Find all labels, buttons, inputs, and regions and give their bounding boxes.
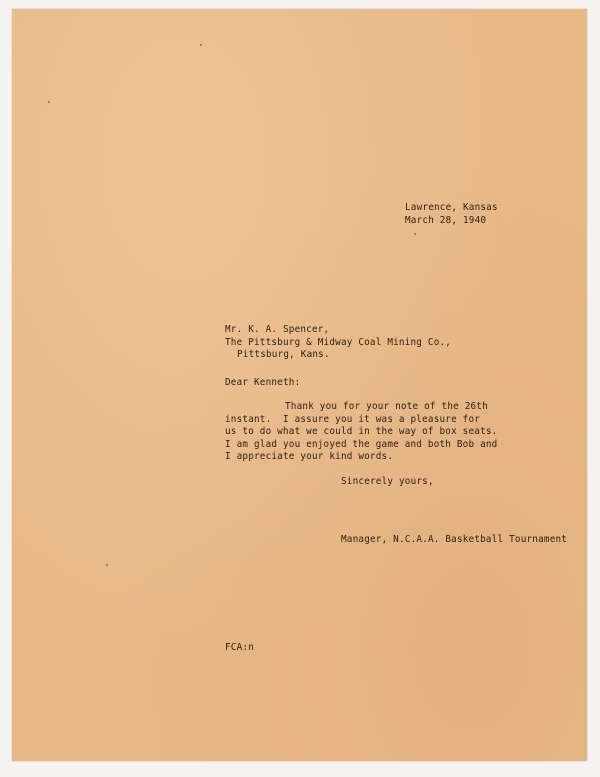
paper-speck xyxy=(106,564,108,566)
closing: Sincerely yours, xyxy=(341,476,434,487)
recipient-city: Pittsburg, Kans. xyxy=(237,349,330,360)
paper-speck xyxy=(48,101,50,103)
body-line-3: us to do what we could in the way of box seats. xyxy=(225,426,498,437)
paper-speck xyxy=(414,233,416,235)
body-line-5: I appreciate your kind words. xyxy=(225,451,394,462)
signature-title: Manager, N.C.A.A. Basketball Tournament xyxy=(341,534,568,545)
letter-place: Lawrence, Kansas xyxy=(405,202,498,213)
body-line-1: Thank you for your note of the 26th xyxy=(285,401,488,412)
typist-initials: FCA:n xyxy=(225,642,254,653)
letter-date: March 28, 1940 xyxy=(405,215,487,226)
letter-page xyxy=(12,9,587,761)
body-line-2: instant. I assure you it was a pleasure for xyxy=(225,414,481,425)
paper-speck xyxy=(200,44,202,46)
salutation: Dear Kenneth: xyxy=(225,377,301,388)
recipient-company: The Pittsburg & Midway Coal Mining Co., xyxy=(225,337,452,348)
recipient-name: Mr. K. A. Spencer, xyxy=(225,324,330,335)
body-line-4: I am glad you enjoyed the game and both Bob and xyxy=(225,439,498,450)
